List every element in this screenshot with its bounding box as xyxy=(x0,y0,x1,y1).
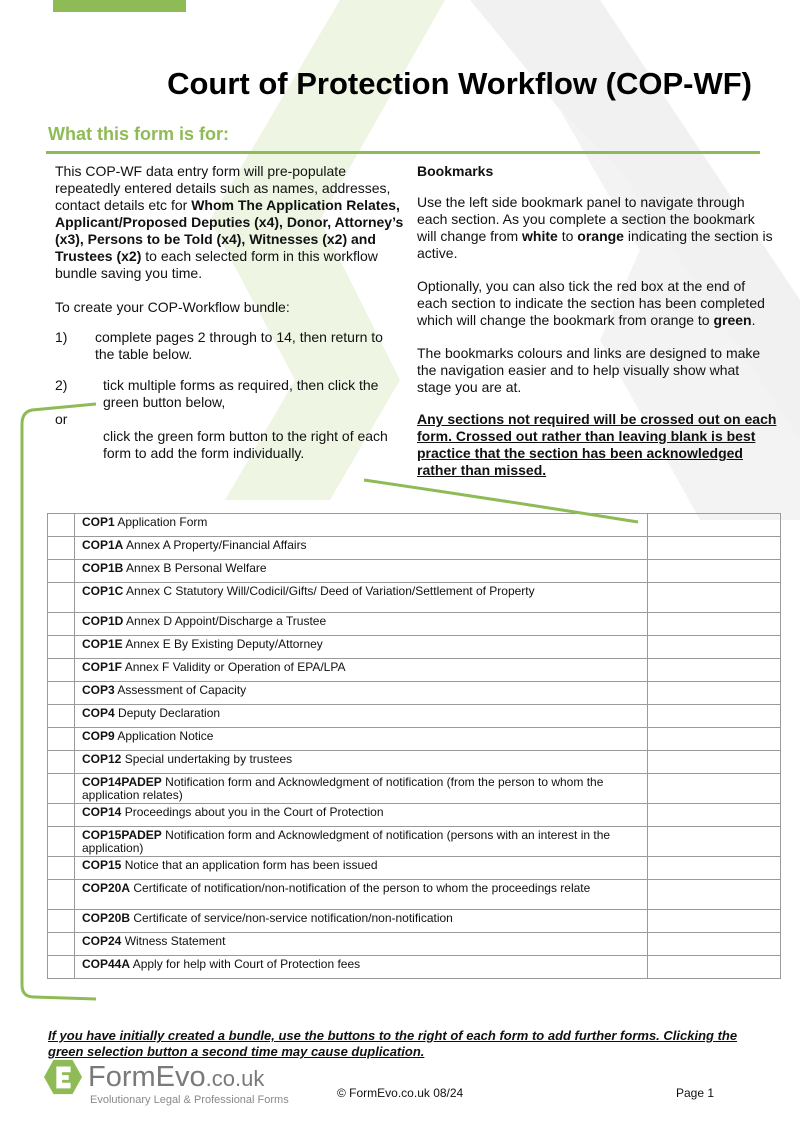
form-checkbox-cell[interactable] xyxy=(48,514,75,537)
add-form-button-cell[interactable] xyxy=(648,560,781,583)
form-checkbox-cell[interactable] xyxy=(48,774,75,804)
table-row xyxy=(48,857,781,880)
step-2-alt-text: click the green form button to the right of each form to add the form individually. xyxy=(103,428,388,461)
step-1-number: 1) xyxy=(55,329,68,345)
add-form-button-cell[interactable] xyxy=(648,956,781,979)
form-name-cell xyxy=(75,514,648,537)
table-row xyxy=(48,804,781,827)
top-accent-bar xyxy=(53,0,186,12)
form-name-cell xyxy=(75,560,648,583)
page-title: Court of Protection Workflow (COP-WF) xyxy=(167,66,752,101)
form-description: Apply for help with Court of Protection fees xyxy=(130,957,361,971)
table-row xyxy=(48,560,781,583)
form-name-cell xyxy=(75,933,648,956)
form-code: COP20A xyxy=(82,881,131,895)
add-form-button-cell[interactable] xyxy=(648,583,781,613)
or-label: or xyxy=(55,411,68,427)
add-form-button-cell[interactable] xyxy=(648,613,781,636)
forms-table xyxy=(47,513,781,979)
table-row xyxy=(48,827,781,857)
form-name-cell xyxy=(75,804,648,827)
table-row xyxy=(48,705,781,728)
form-name-cell xyxy=(75,910,648,933)
page-number: Page 1 xyxy=(676,1086,715,1100)
form-code: COP9 xyxy=(82,729,115,743)
form-checkbox-cell[interactable] xyxy=(48,804,75,827)
form-description: Notice that an application form has been issued xyxy=(121,858,378,872)
bookmarks-paragraph-2: Optionally, you can also tick the red box at the end of each section to indicate the section has been completed which will change the bookmark from orange to green. xyxy=(417,278,765,328)
table-row xyxy=(48,774,781,804)
form-checkbox-cell[interactable] xyxy=(48,956,75,979)
add-form-button-cell[interactable] xyxy=(648,933,781,956)
footer-note: If you have initially created a bundle, use the buttons to the right of each form to add further forms. Clicking the green selection button a second time may cause duplication. xyxy=(48,1028,738,1059)
form-description: Application Form xyxy=(114,515,208,529)
form-checkbox-cell[interactable] xyxy=(48,910,75,933)
form-name-cell xyxy=(75,613,648,636)
form-code: COP20B xyxy=(82,911,131,925)
form-checkbox-cell[interactable] xyxy=(48,537,75,560)
add-form-button-cell[interactable] xyxy=(648,682,781,705)
table-row xyxy=(48,682,781,705)
form-checkbox-cell[interactable] xyxy=(48,880,75,910)
add-form-button-cell[interactable] xyxy=(648,659,781,682)
logo-wordmark: FormEvo.co.uk xyxy=(88,1061,265,1093)
table-row xyxy=(48,751,781,774)
section-heading: What this form is for: xyxy=(48,124,229,144)
bookmarks-paragraph-3: The bookmarks colours and links are designed to make the navigation easier and to help visually show what stage you are at. xyxy=(417,345,761,395)
form-description: Certificate of service/non-service notification/non-notification xyxy=(130,911,453,925)
crossed-out-warning: Any sections not required will be crossed out on each form. Crossed out rather than leaving blank is best practice that the section has been acknowledged rather than missed. xyxy=(417,411,777,478)
form-description: Witness Statement xyxy=(121,934,226,948)
step-2-number: 2) xyxy=(55,377,68,393)
form-checkbox-cell[interactable] xyxy=(48,583,75,613)
table-row xyxy=(48,910,781,933)
table-row xyxy=(48,933,781,956)
intro-paragraph: This COP-WF data entry form will pre-populate repeatedly entered details such as names, addresses, contact details etc for Whom The Application Relates, Applicant/Proposed Deputies (x4), Donor, Attorney’s (x3), Persons to be Told (x4), Witnesses (x2) and Trustees (x2) to each selected form in this workflow bundle saving you time. xyxy=(55,163,404,281)
form-description: Annex D Appoint/Discharge a Trustee xyxy=(123,614,327,628)
step-2-text: tick multiple forms as required, then click the green button below, xyxy=(103,377,379,410)
form-name-cell xyxy=(75,659,648,682)
table-row xyxy=(48,514,781,537)
form-code: COP12 xyxy=(82,752,122,766)
form-code: COP44A xyxy=(82,957,131,971)
copyright: © FormEvo.co.uk 08/24 xyxy=(337,1086,464,1100)
form-name-cell xyxy=(75,583,648,613)
table-row xyxy=(48,636,781,659)
form-checkbox-cell[interactable] xyxy=(48,751,75,774)
step-1 xyxy=(55,329,405,363)
form-checkbox-cell[interactable] xyxy=(48,857,75,880)
form-description: Annex A Property/Financial Affairs xyxy=(123,538,307,552)
table-row xyxy=(48,613,781,636)
table-row xyxy=(48,880,781,910)
form-code: COP1B xyxy=(82,561,124,575)
step-1-text: complete pages 2 through to 14, then return to the table below. xyxy=(95,329,383,362)
formevo-logo-icon xyxy=(44,1058,82,1096)
form-description: Proceedings about you in the Court of Protection xyxy=(121,805,384,819)
form-description: Assessment of Capacity xyxy=(114,683,247,697)
form-name-cell xyxy=(75,636,648,659)
add-form-button-cell[interactable] xyxy=(648,728,781,751)
create-heading: To create your COP-Workflow bundle: xyxy=(55,299,290,315)
table-row xyxy=(48,728,781,751)
add-form-button-cell[interactable] xyxy=(648,804,781,827)
table-row xyxy=(48,537,781,560)
form-description: Deputy Declaration xyxy=(114,706,221,720)
add-form-button-cell[interactable] xyxy=(648,827,781,857)
form-name-cell xyxy=(75,956,648,979)
add-form-button-cell[interactable] xyxy=(648,636,781,659)
form-name-cell xyxy=(75,857,648,880)
form-checkbox-cell[interactable] xyxy=(48,659,75,682)
form-code: COP1F xyxy=(82,660,123,674)
form-name-cell xyxy=(75,774,648,804)
form-name-cell xyxy=(75,751,648,774)
form-checkbox-cell[interactable] xyxy=(48,560,75,583)
form-checkbox-cell[interactable] xyxy=(48,705,75,728)
form-code: COP14 xyxy=(82,805,122,819)
form-checkbox-cell[interactable] xyxy=(48,636,75,659)
add-form-button-cell[interactable] xyxy=(648,705,781,728)
step-2 xyxy=(55,377,405,411)
add-form-button-cell[interactable] xyxy=(648,774,781,804)
form-checkbox-cell[interactable] xyxy=(48,613,75,636)
form-description: Annex C Statutory Will/Codicil/Gifts/ Deed of Variation/Settlement of Property xyxy=(123,584,535,598)
form-name-cell xyxy=(75,880,648,910)
add-form-button-cell[interactable] xyxy=(648,514,781,537)
form-code: COP24 xyxy=(82,934,122,948)
form-code: COP4 xyxy=(82,706,115,720)
logo-tagline: Evolutionary Legal & Professional Forms xyxy=(90,1094,289,1106)
form-description: Annex F Validity or Operation of EPA/LPA xyxy=(122,660,346,674)
form-code: COP1E xyxy=(82,637,123,651)
form-code: COP1C xyxy=(82,584,124,598)
form-code: COP3 xyxy=(82,683,115,697)
form-code: COP14PADEP xyxy=(82,775,162,789)
form-checkbox-cell[interactable] xyxy=(48,933,75,956)
form-name-cell xyxy=(75,728,648,751)
add-form-button-cell[interactable] xyxy=(648,880,781,910)
form-checkbox-cell[interactable] xyxy=(48,728,75,751)
form-description: Notification form and Acknowledgment of notification (from the person to whom the application relates) xyxy=(82,775,604,802)
form-name-cell xyxy=(75,682,648,705)
heading-underline xyxy=(46,151,760,154)
form-code: COP1D xyxy=(82,614,124,628)
form-description: Application Notice xyxy=(114,729,214,743)
form-code: COP1 xyxy=(82,515,115,529)
form-description: Certificate of notification/non-notification of the person to whom the proceedings relate xyxy=(130,881,591,895)
add-form-button-cell[interactable] xyxy=(648,751,781,774)
bookmarks-paragraph-1: Use the left side bookmark panel to navigate through each section. As you complete a section the bookmark will change from white to orange indicating the section is active. xyxy=(417,194,773,261)
form-name-cell xyxy=(75,705,648,728)
form-description: Annex B Personal Welfare xyxy=(123,561,267,575)
form-checkbox-cell[interactable] xyxy=(48,827,75,857)
instructions-column xyxy=(55,163,405,462)
form-code: COP15 xyxy=(82,858,122,872)
form-name-cell xyxy=(75,537,648,560)
form-description: Special undertaking by trustees xyxy=(121,752,293,766)
form-code: COP1A xyxy=(82,538,124,552)
step-2-alternative xyxy=(55,428,405,462)
form-checkbox-cell[interactable] xyxy=(48,682,75,705)
table-row xyxy=(48,659,781,682)
table-row xyxy=(48,956,781,979)
form-code: COP15PADEP xyxy=(82,828,162,842)
form-description: Annex E By Existing Deputy/Attorney xyxy=(122,637,323,651)
form-description: Notification form and Acknowledgment of notification (persons with an interest in the application) xyxy=(82,828,611,855)
add-form-button-cell[interactable] xyxy=(648,537,781,560)
add-form-button-cell[interactable] xyxy=(648,910,781,933)
bookmarks-heading: Bookmarks xyxy=(417,163,494,179)
table-row xyxy=(48,583,781,613)
bookmarks-column xyxy=(417,163,777,479)
formevo-logo xyxy=(44,1056,304,1112)
form-name-cell xyxy=(75,827,648,857)
add-form-button-cell[interactable] xyxy=(648,857,781,880)
